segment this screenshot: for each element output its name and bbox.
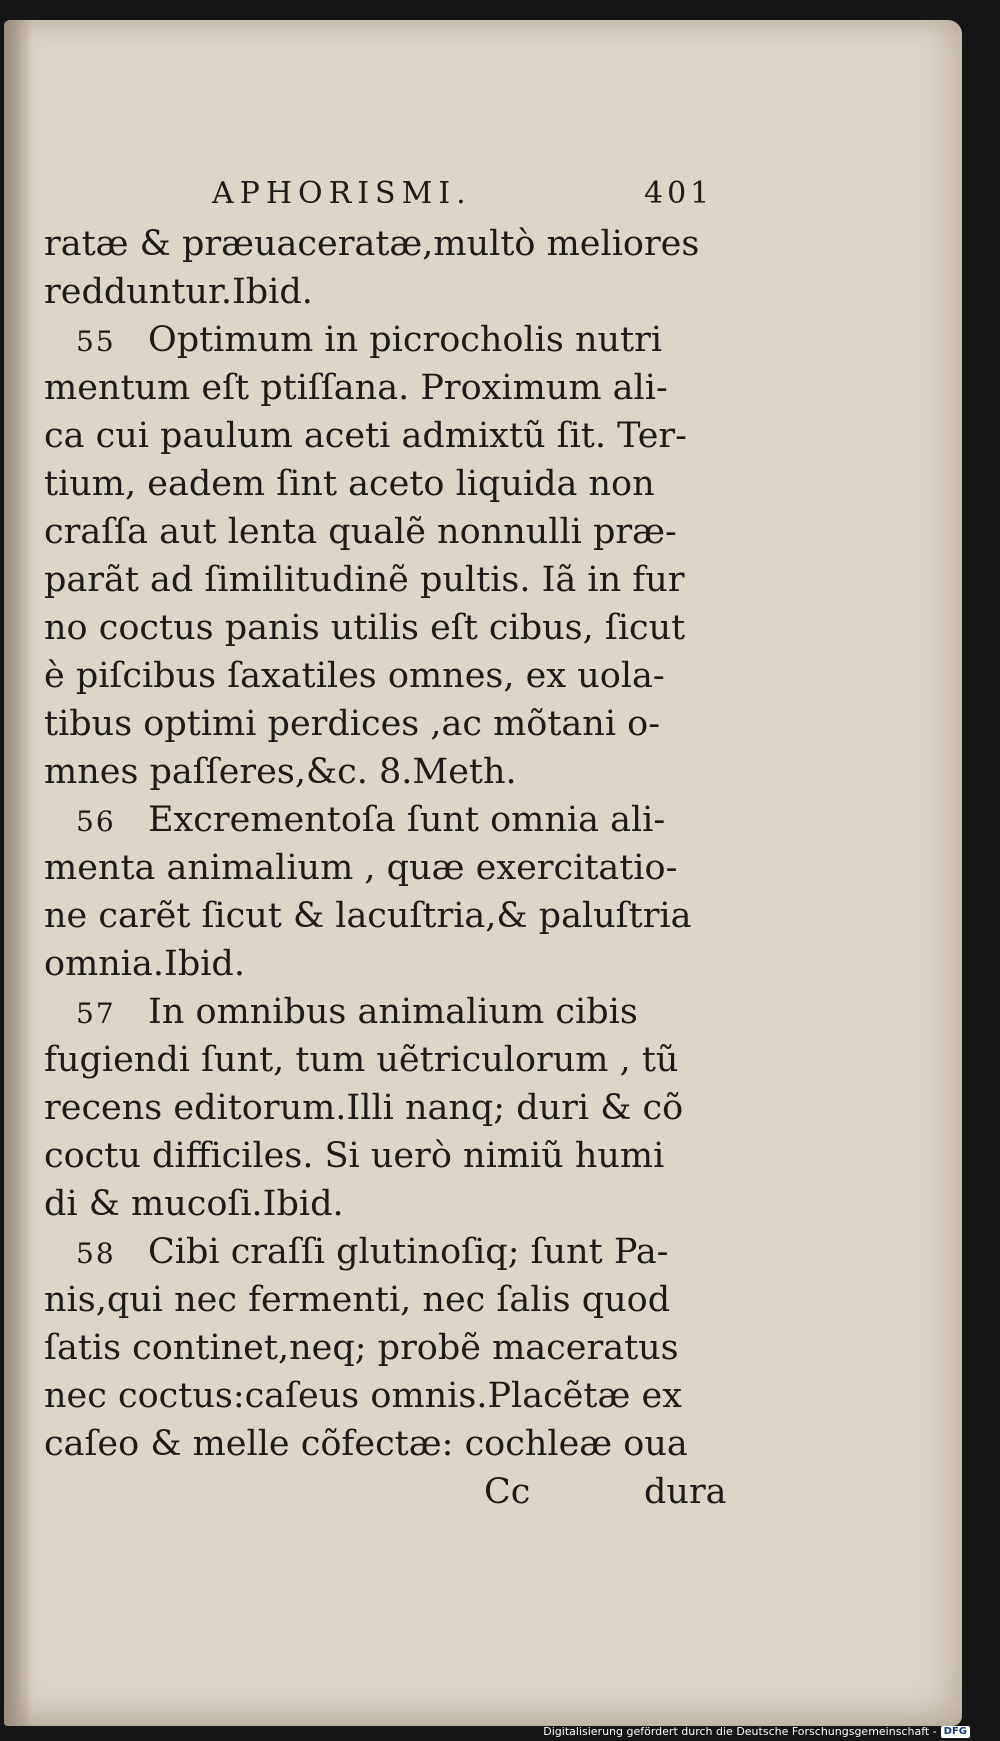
line-text: caſeo & melle cõfectæ: cochleæ oua — [44, 1424, 688, 1464]
line-text: no coctus panis utilis eſt cibus, ſicut — [44, 608, 686, 648]
dfg-logo-icon: DFG — [941, 1726, 970, 1738]
text-line — [44, 220, 744, 268]
running-header — [44, 160, 744, 220]
text-line — [44, 604, 744, 652]
text-line — [44, 460, 744, 508]
catchline — [44, 1468, 744, 1520]
line-text: di & mucoſi.Ibid. — [44, 1184, 344, 1224]
text-line — [44, 700, 744, 748]
line-text: parãt ad ſimilitudinẽ pultis. Iã in fur — [44, 560, 685, 600]
text-block — [44, 160, 744, 1520]
text-line — [44, 412, 744, 460]
text-line — [44, 652, 744, 700]
signature-mark: Cc — [484, 1472, 531, 1512]
page-number: 401 — [644, 176, 714, 211]
text-line — [44, 1276, 744, 1324]
text-line — [44, 748, 744, 796]
line-text: nec coctus:caſeus omnis.Placẽtæ ex — [44, 1376, 682, 1416]
line-text: menta animalium , quæ exercitatio- — [44, 848, 678, 888]
book-page — [4, 20, 962, 1726]
running-title: APHORISMI. — [212, 176, 472, 211]
line-text: ſatis continet,neq; probẽ maceratus — [44, 1328, 679, 1368]
text-line — [44, 1036, 744, 1084]
line-text: redduntur.Ibid. — [44, 272, 313, 312]
line-text: recens editorum.Illi nanq; duri & cõ — [44, 1088, 684, 1128]
text-line — [44, 556, 744, 604]
line-text: Optimum in picrocholis nutri — [148, 320, 663, 360]
text-line — [44, 508, 744, 556]
text-line — [44, 796, 744, 844]
text-line — [44, 1228, 744, 1276]
line-text: ca cui paulum aceti admixtũ ſit. Ter- — [44, 416, 687, 456]
text-line — [44, 268, 744, 316]
line-text: mnes paſſeres,&c. 8.Meth. — [44, 752, 517, 792]
line-text: tium, eadem ſint aceto liquida non — [44, 464, 655, 504]
text-line — [44, 940, 744, 988]
text-line — [44, 1420, 744, 1468]
text-line — [44, 1324, 744, 1372]
line-text: coctu difficiles. Si uerò nimiũ humi — [44, 1136, 665, 1176]
line-text: è piſcibus ſaxatiles omnes, ex uola- — [44, 656, 665, 696]
aphorism-number: 55 — [76, 325, 116, 358]
text-line — [44, 1132, 744, 1180]
text-line — [44, 1084, 744, 1132]
aphorism-number: 58 — [76, 1237, 116, 1270]
line-text: craſſa aut lenta qualẽ nonnulli præ- — [44, 512, 677, 552]
text-line — [44, 364, 744, 412]
text-line — [44, 988, 744, 1036]
body-lines — [44, 220, 744, 1468]
text-line — [44, 1180, 744, 1228]
text-line — [44, 1372, 744, 1420]
line-text: mentum eſt ptiſſana. Proximum ali- — [44, 368, 668, 408]
line-text: Excrementoſa ſunt omnia ali- — [148, 800, 666, 840]
line-text: Cibi craſſi glutinoſiq; ſunt Pa- — [148, 1232, 669, 1272]
line-text: tibus optimi perdices ,ac mõtani o- — [44, 704, 661, 744]
catchword: dura — [644, 1472, 727, 1512]
aphorism-number: 57 — [76, 997, 116, 1030]
line-text: ratæ & præuaceratæ,multò meliores — [44, 224, 700, 264]
aphorism-number: 56 — [76, 805, 116, 838]
line-text: In omnibus animalium cibis — [148, 992, 638, 1032]
credit-text: Digitalisierung gefördert durch die Deutsche Forschungsgemeinschaft - — [543, 1725, 937, 1738]
text-line — [44, 844, 744, 892]
line-text: nis,qui nec fermenti, nec ſalis quod — [44, 1280, 671, 1320]
line-text: fugiendi ſunt, tum uẽtriculorum , tũ — [44, 1040, 679, 1080]
text-line — [44, 892, 744, 940]
line-text: omnia.Ibid. — [44, 944, 245, 984]
text-line — [44, 316, 744, 364]
line-text: ne carẽt ſicut & lacuſtria,& paluſtria — [44, 896, 692, 936]
digitization-credit — [543, 1725, 970, 1738]
